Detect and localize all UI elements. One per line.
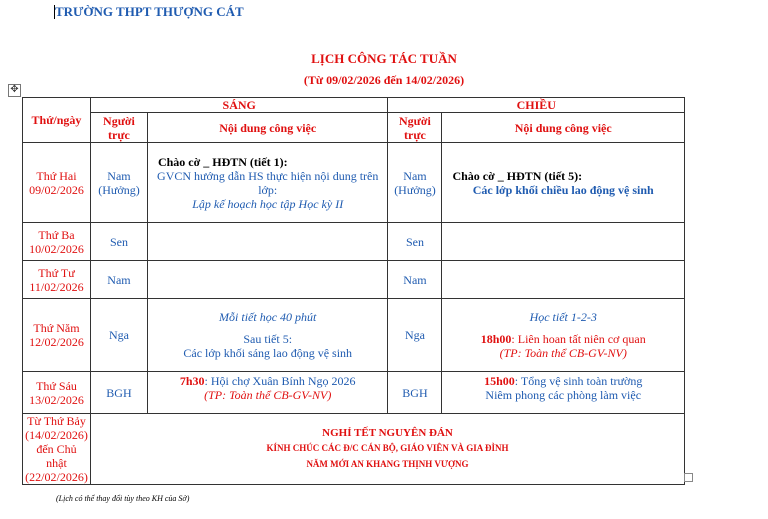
holiday-content: NGHỈ TẾT NGUYÊN ĐÁN KÍNH CHÚC CÁC Đ/C CÁN BỘ, GIÁO VIÊN VÀ GIA ĐÌNH NĂM MỚI AN KHANG THỊNH VƯỢNG — [90, 414, 684, 485]
header-day: Thứ/ngày — [23, 98, 91, 143]
am-content: 7h30: Hội chợ Xuân Bính Ngọ 2026 (TP: Toàn thể CB-GV-NV) — [147, 372, 388, 414]
page-title: LỊCH CÔNG TÁC TUẦN — [311, 51, 457, 66]
table-row — [23, 261, 685, 299]
day-cell: Thứ Hai 09/02/2026 — [23, 143, 91, 223]
pm-person: Nam (Hưởng) — [388, 143, 442, 223]
am-content: Chào cờ _ HĐTN (tiết 1): GVCN hướng dẫn HS thực hiện nội dung trên lớp: Lập kế hoạch học tập Học kỳ II — [147, 143, 388, 223]
table-row — [23, 143, 685, 223]
day-cell: Thứ Năm 12/02/2026 — [23, 299, 91, 372]
header-morning: SÁNG — [90, 98, 387, 113]
footer-note: (Lịch có thể thay đổi tùy theo KH của Sở) — [56, 494, 190, 503]
date-range: (Từ 09/02/2026 đến 14/02/2026) — [303, 73, 465, 87]
table-row — [23, 299, 685, 372]
am-person: Sen — [90, 223, 147, 261]
am-person: Nam (Hưởng) — [90, 143, 147, 223]
pm-content: 15h00: Tổng vệ sinh toàn trường Niêm phong các phòng làm việc — [442, 372, 685, 414]
header-am-content: Nội dung công việc — [147, 113, 388, 143]
header-am-person: Người trực — [90, 113, 147, 143]
school-name: TRƯỜNG THPT THƯỢNG CÁT — [55, 4, 244, 19]
header-afternoon: CHIỀU — [388, 98, 685, 113]
am-person: Nga — [90, 299, 147, 372]
table-row — [23, 414, 685, 485]
pm-content — [442, 261, 685, 299]
am-person: Nam — [90, 261, 147, 299]
table-resize-handle[interactable] — [684, 473, 693, 482]
table-row — [23, 223, 685, 261]
table-row — [23, 372, 685, 414]
schedule-table — [22, 97, 685, 485]
am-content — [147, 261, 388, 299]
pm-content: Học tiết 1-2-3 18h00: Liên hoan tất niên cơ quan (TP: Toàn thể CB-GV-NV) — [442, 299, 685, 372]
pm-person: BGH — [388, 372, 442, 414]
pm-content: Chào cờ _ HĐTN (tiết 5): Các lớp khối chiều lao động vệ sinh — [442, 143, 685, 223]
pm-content — [442, 223, 685, 261]
day-cell: Thứ Ba 10/02/2026 — [23, 223, 91, 261]
holiday-day-cell: Từ Thứ Bảy (14/02/2026) đến Chủ nhật (22/02/2026) — [23, 414, 91, 485]
header-pm-person: Người trực — [388, 113, 442, 143]
day-cell: Thứ Sáu 13/02/2026 — [23, 372, 91, 414]
pm-person: Sen — [388, 223, 442, 261]
am-content — [147, 223, 388, 261]
move-icon[interactable]: ✥ — [8, 84, 21, 97]
pm-person: Nam — [388, 261, 442, 299]
am-person: BGH — [90, 372, 147, 414]
day-cell: Thứ Tư 11/02/2026 — [23, 261, 91, 299]
header-pm-content: Nội dung công việc — [442, 113, 685, 143]
pm-person: Nga — [388, 299, 442, 372]
am-content: Mỗi tiết học 40 phút Sau tiết 5: Các lớp khối sáng lao động vệ sinh — [147, 299, 388, 372]
